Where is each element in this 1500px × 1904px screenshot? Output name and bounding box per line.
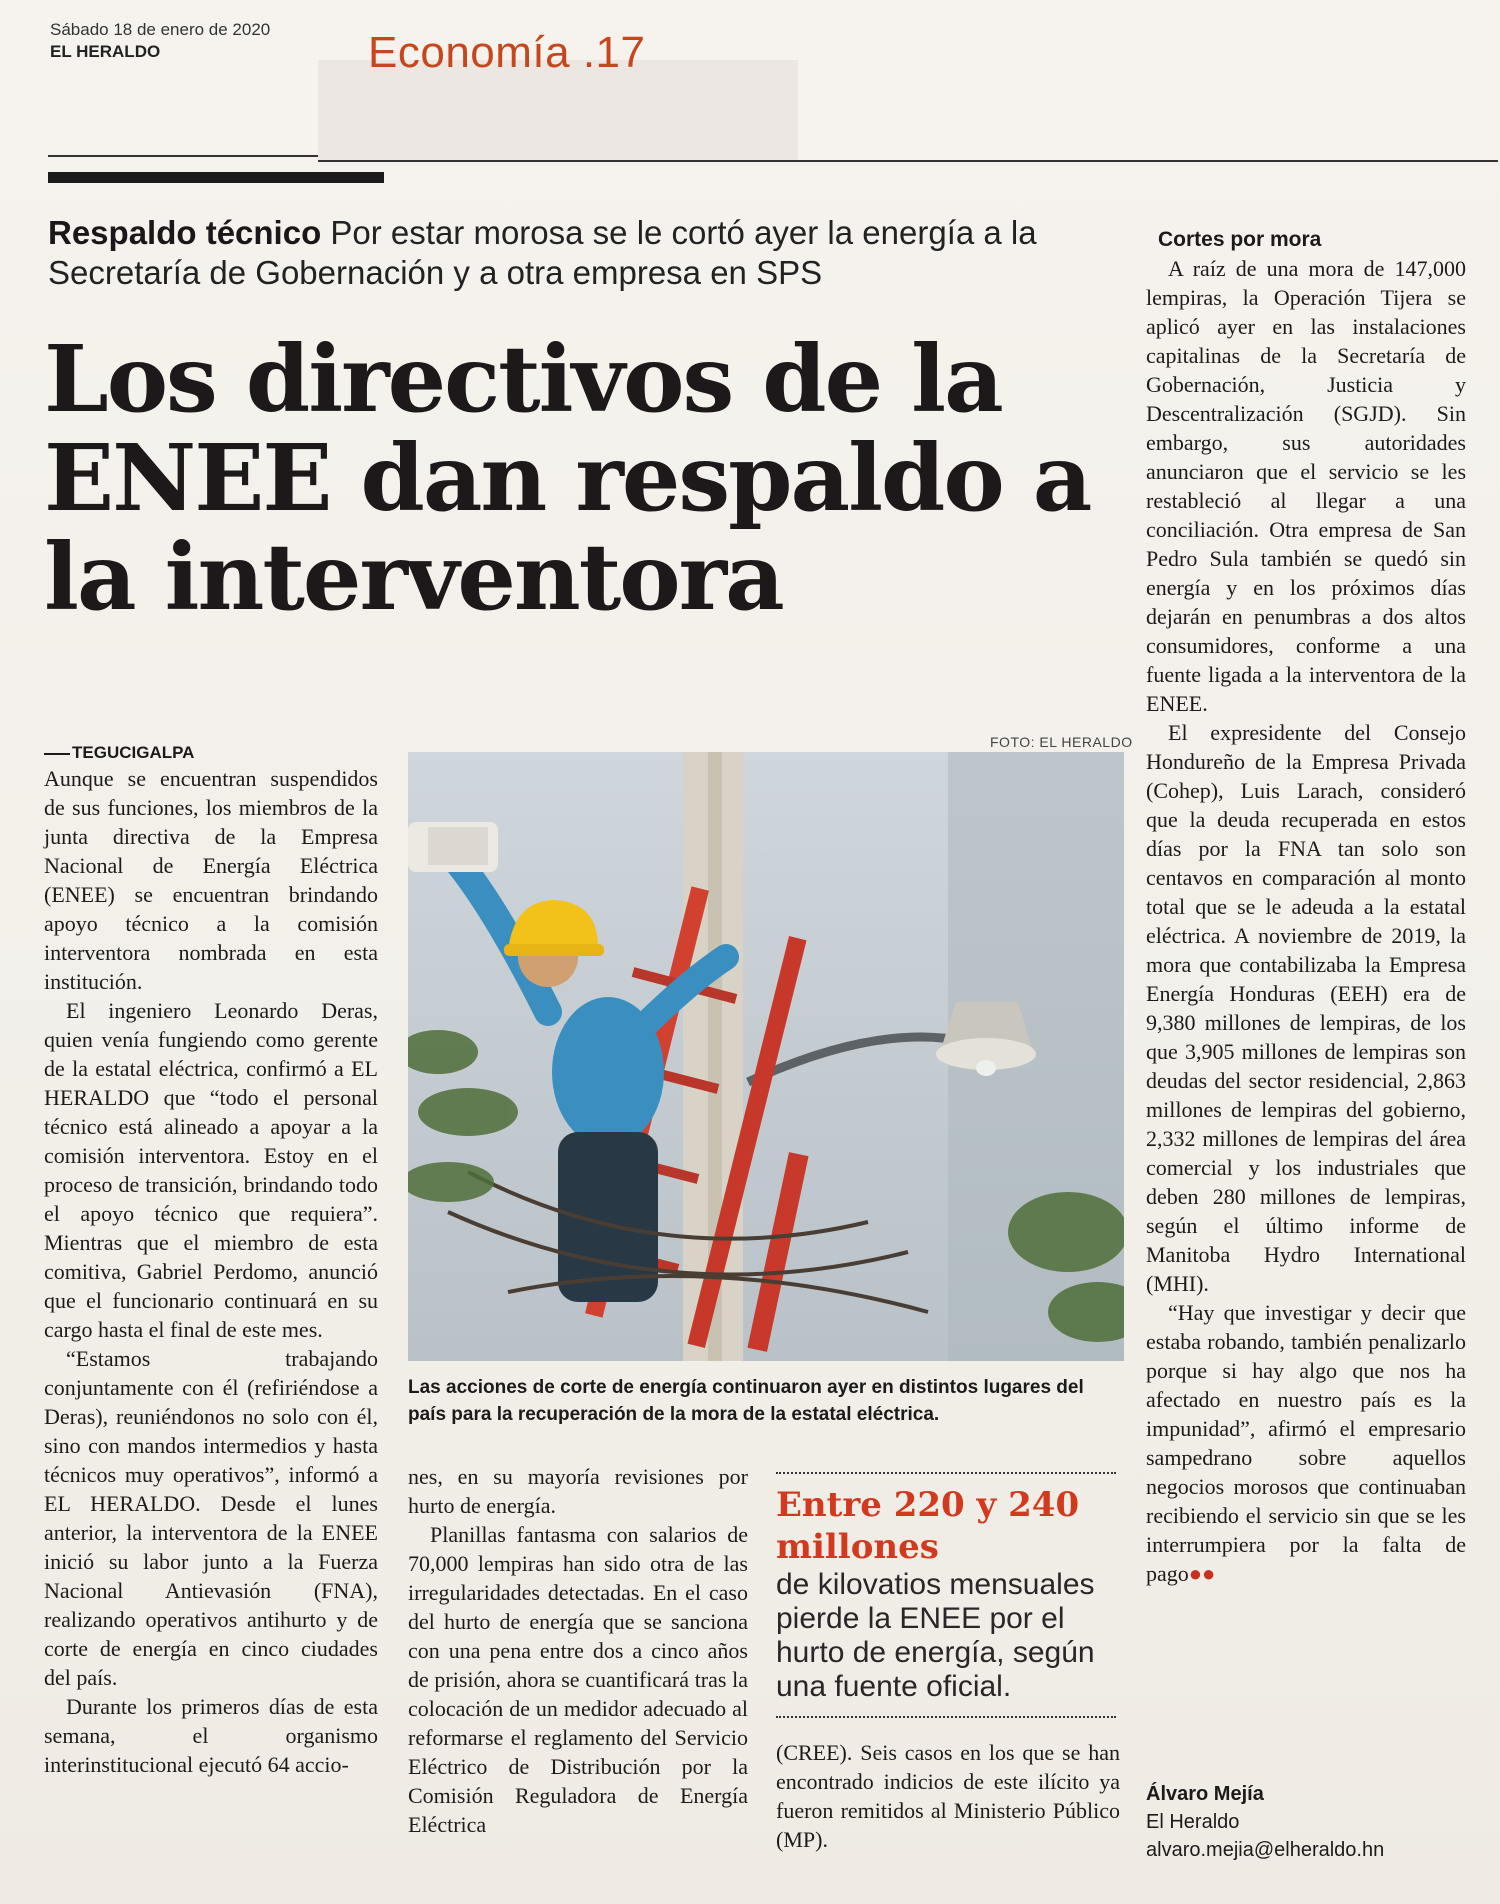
author-outlet: El Heraldo <box>1146 1811 1240 1833</box>
news-photo <box>408 752 1124 1361</box>
paragraph: (CREE). Seis casos en los que se han encontrado indicios de este ilícito ya fueron remitidos al Ministerio Público (MP). <box>776 1740 1120 1852</box>
callout-text: de kilovatios mensuales pierde la ENEE por el hurto de energía, según una fuente oficial. <box>776 1568 1095 1703</box>
paragraph <box>1146 1298 1466 1588</box>
paragraph: Aunque se encuentran suspendidos de sus funciones, los miembros de la junta directiva de la Empresa Nacional de Energía Eléctrica (ENEE) se encuentran brindando apoyo técnico a la comisión interventora nombrada en esta institución. <box>44 766 378 994</box>
body-column-3 <box>776 1738 1120 1854</box>
photo-caption: Las acciones de corte de energía continuaron ayer en distintos lugares del país para la recuperación de la mora de la estatal eléctrica. <box>408 1377 1084 1425</box>
photo-credit: FOTO: EL HERALDO <box>990 734 1133 750</box>
paragraph: El expresidente del Consejo Hondureño de la Empresa Privada (Cohep), Luis Larach, consideró que la deuda recuperada en estos días por la FNA tan solo son centavos en comparación al monto total que se le adeuda a la estatal eléctrica. A noviembre de 2019, la mora que contabilizaba la Empresa Energía Honduras (EEH) era de 9,380 millones de lempiras, de los que 3,905 millones de lempiras son deudas del sector residencial, 2,863 millones de lempiras del gobierno, 2,332 millones de lempiras del área comercial y los industriales que deben 280 millones de lempiras, según el último informe de Manitoba Hydro International (MHI). <box>1146 720 1466 1296</box>
author-email[interactable]: alvaro.mejia@elheraldo.hn <box>1146 1839 1385 1861</box>
header-rule-right <box>318 160 1498 162</box>
kicker-text: Por estar morosa se le cortó ayer la energía a la Secretaría de Gobernación y a otra empresa en SPS <box>48 214 1037 291</box>
paragraph: Planillas fantasma con salarios de 70,000 lempiras han sido otra de las irregularidades detectadas. En el caso del hurto de energía que se sanciona con una pena entre dos a cinco años de prisión, ahora se cuantificará tras la colocación de un medidor adecuado al reformarse el reglamento del Servicio Eléctrico de Distribución por la Comisión Reguladora de Energía Eléctrica <box>408 1522 748 1837</box>
headline: Los directivos de la ENEE dan respaldo a la interventora <box>44 325 1091 631</box>
paragraph: Durante los primeros días de esta semana, el organismo interinstitucional ejecutó 64 accio- <box>44 1694 378 1777</box>
callout-number: Entre 220 y 240 millones <box>776 1485 1080 1567</box>
author-name: Álvaro Mejía <box>1146 1783 1264 1805</box>
newspaper-name: EL HERALDO <box>50 42 161 61</box>
paragraph-text: “Hay que investigar y decir que estaba robando, también penalizarlo porque si hay algo que nos ha afectado en nuestro país es la impunidad”, afirmó el empresario sampedrano sobre aquellos negocios morosos que continuaban recibiendo el servicio sin que se les interrumpiera por la falta de pago <box>1146 1300 1466 1586</box>
dateline-city: TEGUCIGALPA <box>72 743 195 762</box>
kicker <box>48 213 1108 293</box>
kicker-label: Respaldo técnico <box>48 214 322 251</box>
lineworker-illustration <box>408 752 1124 1361</box>
byline <box>1146 1780 1384 1864</box>
dateline <box>44 743 194 763</box>
callout-rule-bottom <box>776 1716 1116 1718</box>
header-rule-left <box>48 155 318 157</box>
paragraph: nes, en su mayoría revisiones por hurto de energía. <box>408 1464 748 1518</box>
callout-rule-top <box>776 1472 1116 1474</box>
sidebar-title: Cortes por mora <box>1158 228 1322 251</box>
body-column-1 <box>44 764 378 1779</box>
paragraph: A raíz de una mora de 147,000 lempiras, la Operación Tijera se aplicó ayer en las instalaciones capitalinas de la Secretaría de Gobernación, Justicia y Descentralización (SGJD). Sin embargo, sus autoridades anunciaron que el servicio se les restableció al llegar a una conciliación. Otra empresa de San Pedro Sula también se quedó sin energía y en los próximos días dejarán en penumbras a dos altos consumidores, conforme a una fuente ligada a la interventora de la ENEE. <box>1146 256 1466 716</box>
end-mark: ●● <box>1188 1561 1216 1586</box>
paragraph: El ingeniero Leonardo Deras, quien venía fungiendo como gerente de la estatal eléctrica, confirmó a EL HERALDO que “todo el personal técnico está alineado a apoyar a la comisión interventora. Estoy en el proceso de transición, brindando todo el apoyo técnico que requiera”. Mientras que el miembro de esta comitiva, Gabriel Perdomo, anunció que el funcionario continuará en su cargo hasta el final de este mes. <box>44 998 378 1342</box>
issue-date: Sábado 18 de enero de 2020 <box>50 20 271 39</box>
dateline-dash <box>44 753 70 755</box>
section-page-label: Economía .17 <box>368 28 646 77</box>
kicker-bar <box>48 172 384 183</box>
sidebar-column <box>1146 254 1466 1588</box>
body-column-2 <box>408 1462 748 1839</box>
paragraph: “Estamos trabajando conjuntamente con él (refiriéndose a Deras), reuniéndonos no solo con él, sino con mandos intermedios y hasta técnicos muy operativos”, informó a EL HERALDO. Desde el lunes anterior, la interventora de la ENEE inició su labor junto a la Fuerza Nacional Antievasión (FNA), realizando operativos antihurto y de corte de energía en cinco ciudades del país. <box>44 1346 378 1690</box>
